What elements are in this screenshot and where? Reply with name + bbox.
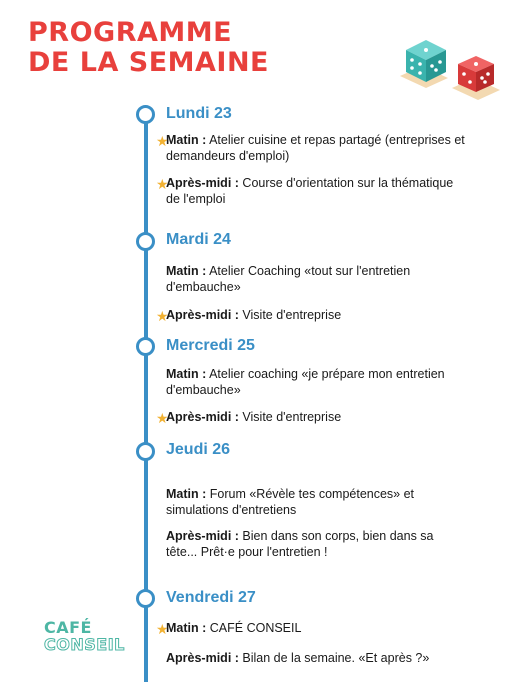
entry-label: Après-midi : [166, 176, 239, 190]
day-heading: Mardi 24 [166, 231, 231, 248]
timeline-node [136, 337, 155, 356]
star-icon: ★ [156, 410, 169, 426]
entry-text: Visite d'entreprise [238, 308, 342, 322]
entry-text: Bilan de la semaine. «Et après ?» [238, 651, 430, 665]
day-heading: Lundi 23 [166, 105, 232, 122]
entry-text: Course d'orientation sur la thématique de l'emploi [166, 176, 454, 206]
entry-text: Atelier cuisine et repas partagé (entreprises et demandeurs d'emploi) [166, 133, 465, 163]
entry-label: Matin : [166, 133, 207, 147]
timeline-node [136, 442, 155, 461]
entry-label: Après-midi : [166, 529, 239, 543]
entry-label: Matin : [166, 621, 207, 635]
star-icon: ★ [156, 621, 169, 637]
schedule-entry [166, 621, 466, 637]
entry-text: Bien dans son corps, bien dans sa tête... Prêt·e pour l'entretien ! [166, 529, 434, 559]
logo-line-1: CAFÉ [44, 618, 92, 637]
cafe-conseil-logo [44, 620, 132, 654]
entry-text: CAFÉ CONSEIL [206, 621, 302, 635]
logo-line-2: CONSEIL [44, 635, 125, 654]
schedule-entry [166, 367, 466, 398]
entry-label: Matin : [166, 367, 207, 381]
star-icon: ★ [156, 176, 169, 192]
entry-text: Visite d'entreprise [238, 410, 342, 424]
title-line-2: DE LA SEMAINE [28, 47, 269, 78]
schedule-entry [166, 529, 466, 560]
timeline-node [136, 232, 155, 251]
title-line-1: PROGRAMME [28, 17, 233, 48]
schedule-entry [166, 264, 466, 295]
day-heading: Jeudi 26 [166, 441, 231, 458]
entry-text: Atelier coaching «je prépare mon entretien d'embauche» [166, 367, 445, 397]
timeline-node [136, 105, 155, 124]
entry-text: Atelier Coaching «tout sur l'entretien d'embauche» [166, 264, 411, 294]
dice-icon [396, 36, 506, 106]
entry-label: Matin : [166, 264, 207, 278]
page-title [28, 18, 269, 78]
star-icon: ★ [156, 133, 169, 149]
entry-label: Après-midi : [166, 308, 239, 322]
schedule-entry [166, 487, 466, 518]
entry-label: Après-midi : [166, 651, 239, 665]
schedule-entry [166, 133, 466, 164]
entry-label: Matin : [166, 487, 207, 501]
timeline-node [136, 589, 155, 608]
day-heading: Vendredi 27 [166, 589, 256, 606]
schedule-entry [166, 410, 466, 426]
schedule-entry [166, 308, 466, 324]
day-heading: Mercredi 25 [166, 337, 255, 354]
schedule-entry [166, 651, 466, 667]
schedule-entry [166, 176, 466, 207]
star-icon: ★ [156, 308, 169, 324]
entry-text: Forum «Révèle tes compétences» et simulations d'entretiens [166, 487, 415, 517]
entry-label: Après-midi : [166, 410, 239, 424]
